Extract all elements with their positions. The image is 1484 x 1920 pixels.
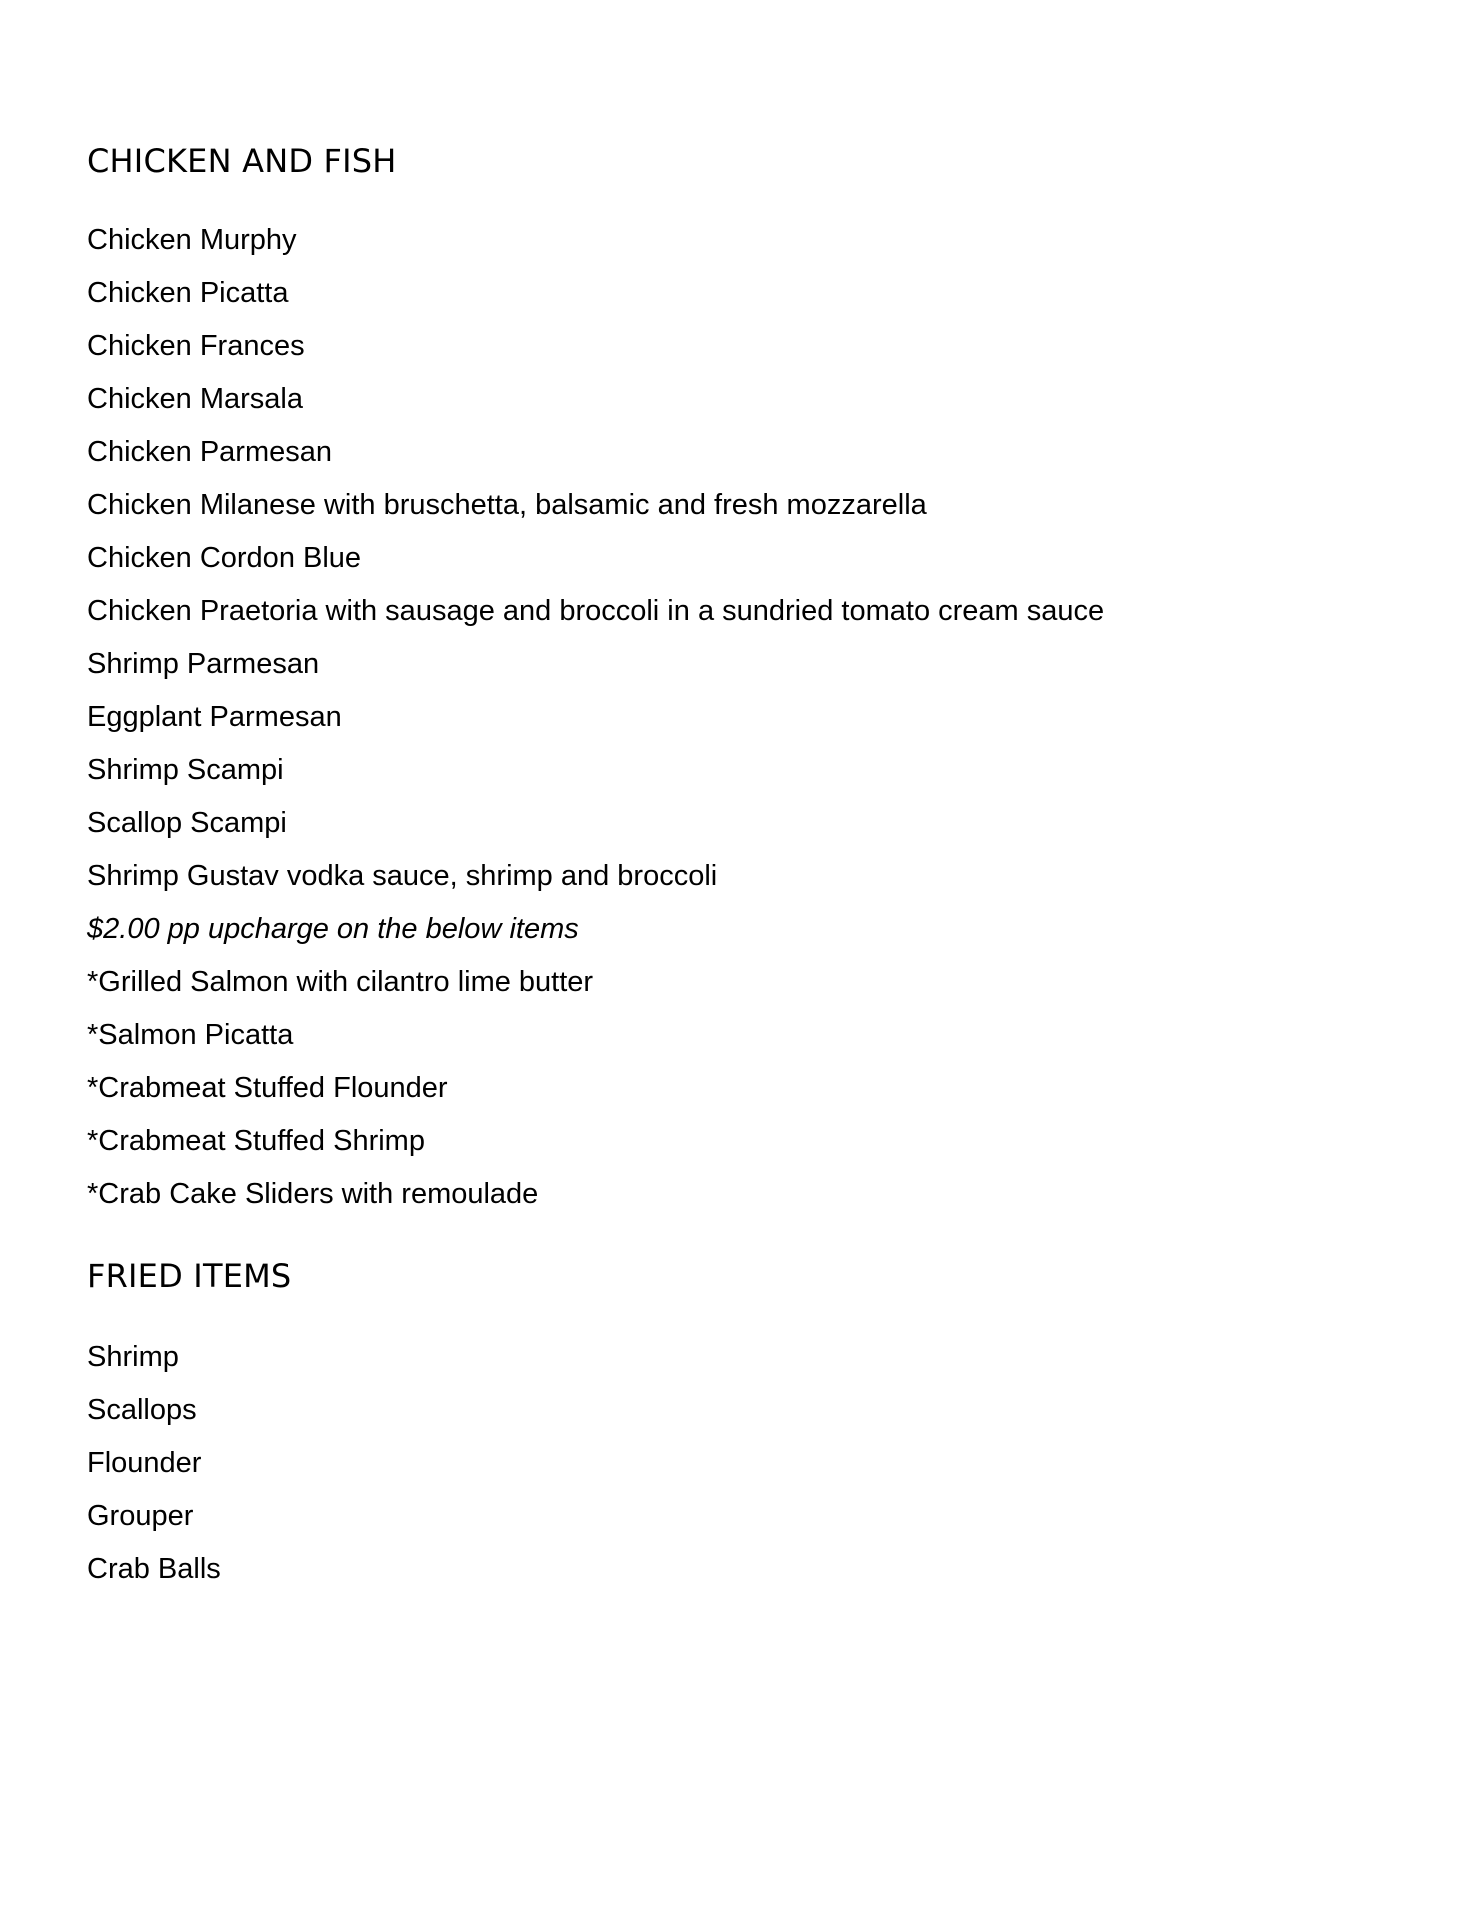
list-item: Chicken Milanese with bruschetta, balsamic and fresh mozzarella [87, 489, 927, 521]
list-item: Scallop Scampi [87, 807, 287, 839]
section-title-chicken-and-fish: CHICKEN AND FISH [87, 142, 397, 180]
list-item: Shrimp Gustav vodka sauce, shrimp and broccoli [87, 860, 718, 892]
list-item: Scallops [87, 1394, 197, 1426]
section-title-fried-items: FRIED ITEMS [87, 1257, 292, 1295]
list-item: Grouper [87, 1500, 194, 1532]
list-item: Chicken Picatta [87, 277, 289, 309]
fried-items-list [87, 1331, 221, 1596]
chicken-and-fish-list [87, 214, 1104, 1221]
upcharge-note: $2.00 pp upcharge on the below items [87, 913, 579, 945]
list-item: Shrimp Scampi [87, 754, 284, 786]
list-item: Flounder [87, 1447, 202, 1479]
list-item: Crab Balls [87, 1553, 221, 1585]
list-item: Chicken Parmesan [87, 436, 332, 468]
list-item: *Crab Cake Sliders with remoulade [87, 1178, 539, 1210]
list-item: Chicken Frances [87, 330, 305, 362]
list-item: *Crabmeat Stuffed Shrimp [87, 1125, 425, 1157]
list-item: *Salmon Picatta [87, 1019, 294, 1051]
list-item: Chicken Praetoria with sausage and broccoli in a sundried tomato cream sauce [87, 595, 1105, 627]
list-item: Chicken Marsala [87, 383, 303, 415]
list-item: Shrimp Parmesan [87, 648, 320, 680]
list-item: Chicken Cordon Blue [87, 542, 362, 574]
list-item: *Crabmeat Stuffed Flounder [87, 1072, 448, 1104]
list-item: Chicken Murphy [87, 224, 297, 256]
list-item: Shrimp [87, 1341, 179, 1373]
list-item: Eggplant Parmesan [87, 701, 342, 733]
list-item: *Grilled Salmon with cilantro lime butter [87, 966, 594, 998]
